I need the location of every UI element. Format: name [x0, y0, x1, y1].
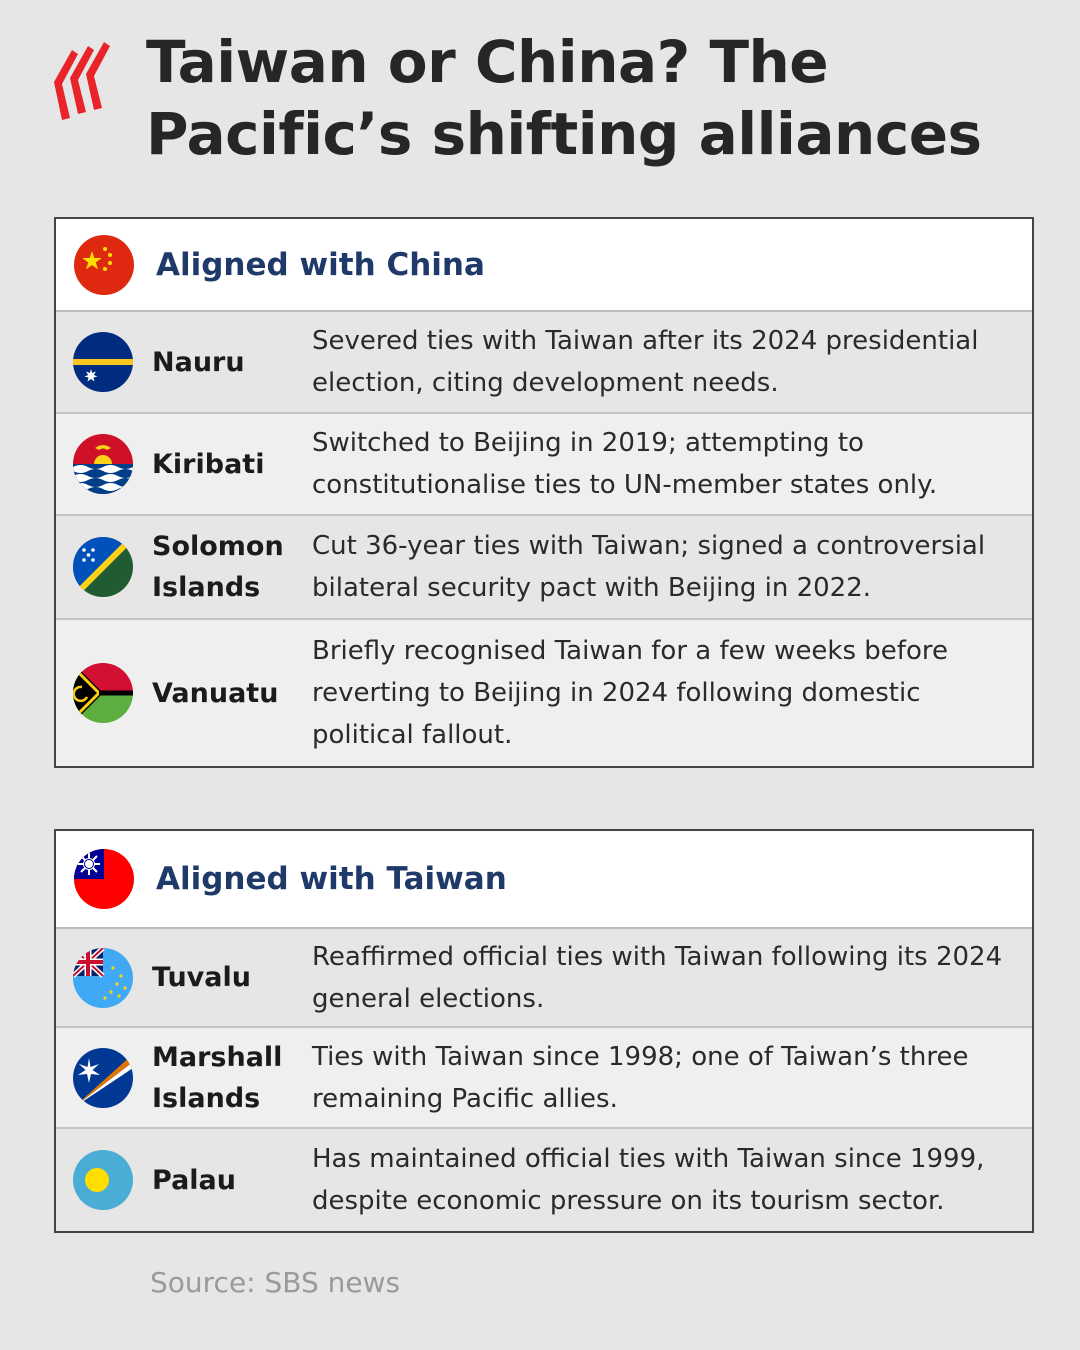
- country-name: Kiribati: [152, 448, 265, 480]
- country-name: Solomon Islands: [152, 531, 284, 603]
- country-row-marshall-islands: [56, 1028, 1032, 1129]
- country-name: Tuvalu: [152, 962, 251, 993]
- country-row-tuvalu: [56, 929, 1032, 1028]
- country-row-nauru: [56, 312, 1032, 414]
- tuvalu-flag-icon: [73, 948, 133, 1008]
- china-flag-icon: [74, 235, 134, 295]
- source-credit: Source: SBS news: [150, 1266, 401, 1299]
- country-row-kiribati: [56, 414, 1032, 516]
- china-panel-header: [56, 219, 1032, 312]
- marshall-islands-flag-icon: [73, 1048, 133, 1108]
- country-name: Marshall Islands: [152, 1041, 283, 1114]
- country-name: Palau: [152, 1164, 236, 1196]
- country-description: Reaffirmed official ties with Taiwan following its 2024 general elections.: [312, 941, 1003, 1014]
- country-row-solomon-islands: [56, 516, 1032, 620]
- country-description: Cut 36-year ties with Taiwan; signed a controversial bilateral security pact with Beijing in 2022.: [312, 531, 986, 603]
- country-description: Briefly recognised Taiwan for a few weeks before reverting to Beijing in 2024 following domestic political fallout.: [312, 636, 948, 750]
- vanuatu-flag-icon: [73, 663, 133, 723]
- solomon-islands-flag-icon: [73, 537, 133, 597]
- country-description: Severed ties with Taiwan after its 2024 presidential election, citing development needs.: [312, 326, 979, 398]
- nauru-flag-icon: [73, 332, 133, 392]
- country-name: Vanuatu: [152, 677, 279, 709]
- taiwan-section-heading: Aligned with Taiwan: [156, 861, 507, 897]
- kiribati-flag-icon: [73, 434, 133, 494]
- taiwan-aligned-panel: [54, 829, 1034, 1233]
- country-description: Switched to Beijing in 2019; attempting to constitutionalise ties to UN-member states only.: [312, 428, 938, 500]
- country-description: Ties with Taiwan since 1998; one of Taiwan’s three remaining Pacific allies.: [312, 1041, 969, 1114]
- china-section-heading: Aligned with China: [156, 246, 485, 283]
- country-name: Nauru: [152, 346, 245, 378]
- country-row-vanuatu: [56, 620, 1032, 766]
- taiwan-flag-icon: [74, 849, 134, 909]
- title-line-1: Taiwan or China? The: [146, 28, 829, 96]
- palau-flag-icon: [73, 1150, 133, 1210]
- country-row-palau: [56, 1129, 1032, 1231]
- sbs-logo-icon: [50, 38, 116, 124]
- title-line-2: Pacific’s shifting alliances: [146, 100, 982, 168]
- taiwan-panel-header: [56, 831, 1032, 929]
- country-description: Has maintained official ties with Taiwan since 1999, despite economic pressure on its tourism sector.: [312, 1144, 985, 1216]
- page-title: [146, 26, 1046, 170]
- china-aligned-panel: [54, 217, 1034, 768]
